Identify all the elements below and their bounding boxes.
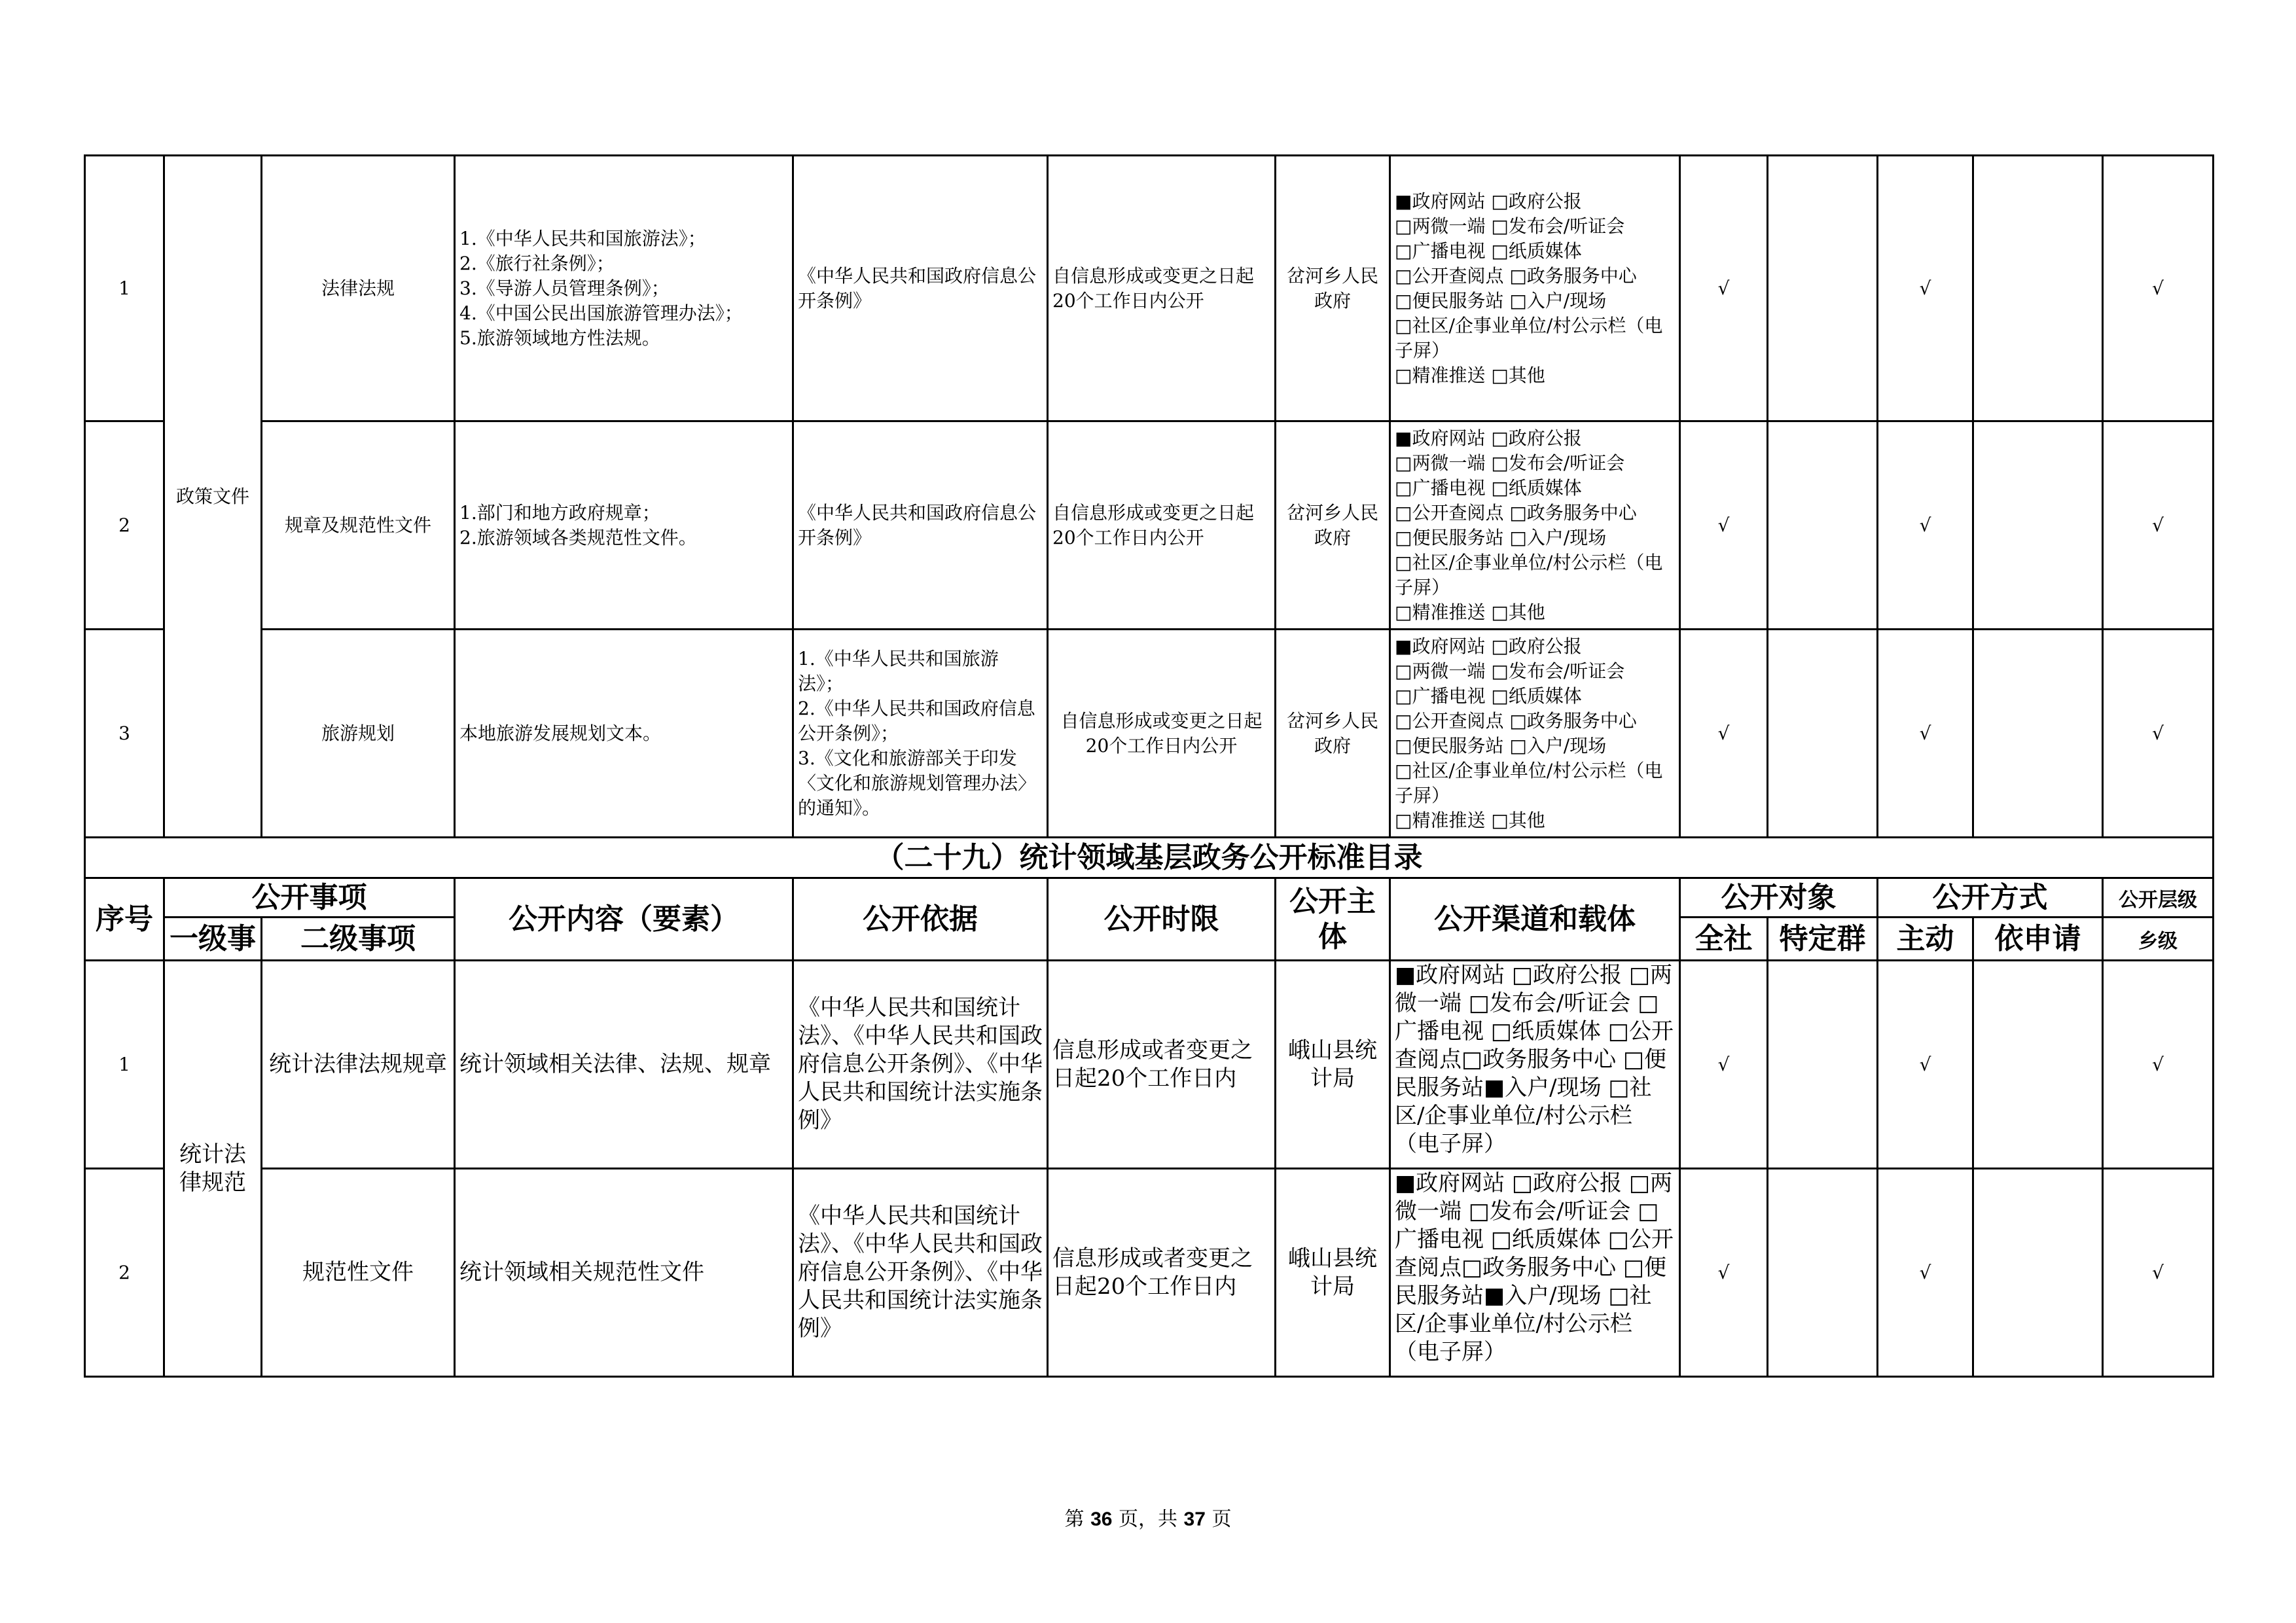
page-footer [0,1503,2296,1531]
channel-line: □广播电视 □纸质媒体 [1395,476,1582,499]
check-specific-group [1768,961,1878,1169]
first-level-item: 统计法律规范 [164,961,262,1377]
subject-cell: 岔河乡人民政府 [1276,156,1390,421]
channel-line: □公开查阅点 □政务服务中心 [1395,264,1637,287]
check-on-request [1973,1169,2103,1377]
time-limit-cell: 信息形成或者变更之日起20个工作日内 [1048,1169,1276,1377]
channel-line: □两微一端 □发布会/听证会 [1395,215,1625,237]
second-level-item: 规范性文件 [262,1169,455,1377]
section-title: （二十九）统计领域基层政务公开标准目录 [85,838,2214,878]
channel-line: ■政府网站 □政府公报 [1395,190,1582,212]
channel-line: □两微一端 □发布会/听证会 [1395,660,1625,682]
channels-text: ■政府网站 □政府公报 □两微一端 □发布会/听证会 □广播电视 □纸质媒体 □公开查阅点□政务服务中心 □便民服务站■入户/现场 □社区/企事业单位/村公示栏（电子屏） [1395,1170,1674,1365]
header-active: 主动 [1878,918,1973,961]
check-township: √ [2103,1169,2214,1377]
header-channels: 公开渠道和载体 [1390,878,1680,961]
check-on-request [1973,156,2103,421]
channels-cell [1390,630,1680,838]
check-specific-group [1768,156,1878,421]
header-object: 公开对象 [1680,878,1878,918]
check-all-society: √ [1680,421,1768,630]
content-line: 1.《中华人民共和国旅游法》； [459,227,706,249]
check-township: √ [2103,961,2214,1169]
row-number: 3 [85,630,164,838]
channels-cell [1390,1169,1680,1377]
time-limit-cell: 自信息形成或变更之日起20个工作日内公开 [1048,156,1276,421]
row-number: 2 [85,1169,164,1377]
channel-line: □社区/企事业单位/村公示栏（电子屏） [1395,759,1663,806]
channel-line: □精准推送 □其他 [1395,809,1545,831]
check-active: √ [1878,156,1973,421]
check-specific-group [1768,1169,1878,1377]
row-number: 1 [85,156,164,421]
channel-line: □便民服务站 □入户/现场 [1395,526,1607,548]
header-on-request: 依申请 [1973,918,2103,961]
second-level-item: 法律法规 [262,156,455,421]
content-line: 1.部门和地方政府规章； [459,501,660,524]
subject-cell: 岔河乡人民政府 [1276,630,1390,838]
content-line: 2.旅游领域各类规范性文件。 [459,526,697,548]
channel-line: □精准推送 □其他 [1395,601,1545,623]
channel-line: □社区/企事业单位/村公示栏（电子屏） [1395,551,1663,598]
table-row [85,156,2214,421]
total-page-count: 37 [1183,1508,1206,1530]
header-first: 一级事 [164,918,262,961]
footer-middle: 页，共 [1112,1508,1184,1531]
header-township: 乡级 [2103,918,2214,961]
content-cell: 统计领域相关规范性文件 [455,1169,793,1377]
channels-cell [1390,961,1680,1169]
check-specific-group [1768,421,1878,630]
row-number: 1 [85,961,164,1169]
channel-line: □广播电视 □纸质媒体 [1395,685,1582,707]
header-no: 序号 [85,878,164,961]
header-subject: 公开主体 [1276,878,1390,961]
check-township: √ [2103,630,2214,838]
basis-cell: 《中华人民共和国统计法》、《中华人民共和国政府信息公开条例》、《中华人民共和国统计法实施条例》 [793,1169,1048,1377]
time-limit-cell: 自信息形成或变更之日起20个工作日内公开 [1048,630,1276,838]
check-on-request [1973,421,2103,630]
channel-line: □公开查阅点 □政务服务中心 [1395,501,1637,524]
content-line: 3.《导游人员管理条例》； [459,277,670,299]
table-row [85,630,2214,838]
header-second: 二级事项 [262,918,455,961]
channel-line: □便民服务站 □入户/现场 [1395,734,1607,757]
channel-line: □两微一端 □发布会/听证会 [1395,452,1625,474]
catalog-table [84,154,2214,1378]
channel-line: ■政府网站 □政府公报 [1395,427,1582,449]
check-township: √ [2103,421,2214,630]
time-limit-cell: 自信息形成或变更之日起20个工作日内公开 [1048,421,1276,630]
time-limit-cell: 信息形成或者变更之日起20个工作日内 [1048,961,1276,1169]
channel-line: ■政府网站 □政府公报 [1395,635,1582,657]
subject-cell: 岔河乡人民政府 [1276,421,1390,630]
check-all-society: √ [1680,156,1768,421]
check-active: √ [1878,1169,1973,1377]
content-cell: 本地旅游发展规划文本。 [455,630,793,838]
row-number: 2 [85,421,164,630]
header-row [85,878,2214,918]
header-specific-group: 特定群 [1768,918,1878,961]
channel-line: □精准推送 □其他 [1395,364,1545,386]
basis-cell: 《中华人民共和国政府信息公开条例》 [793,156,1048,421]
check-specific-group [1768,630,1878,838]
footer-prefix: 第 [1064,1508,1091,1531]
channel-line: □社区/企事业单位/村公示栏（电子屏） [1395,314,1663,361]
current-page-number: 36 [1090,1508,1113,1530]
header-level: 公开层级 [2103,878,2214,918]
header-method: 公开方式 [1878,878,2103,918]
check-on-request [1973,961,2103,1169]
basis-cell: 《中华人民共和国统计法》、《中华人民共和国政府信息公开条例》、《中华人民共和国统计法实施条例》 [793,961,1048,1169]
channel-line: □便民服务站 □入户/现场 [1395,289,1607,312]
channel-line: □广播电视 □纸质媒体 [1395,240,1582,262]
content-cell [455,421,793,630]
footer-suffix: 页 [1205,1508,1232,1531]
basis-cell: 1.《中华人民共和国旅游法》； 2.《中华人民共和国政府信息公开条例》； 3.《文化和旅游部关于印发〈文化和旅游规划管理办法〉的通知》。 [793,630,1048,838]
check-active: √ [1878,630,1973,838]
table-row [85,421,2214,630]
section-title-row [85,838,2214,878]
header-basis: 公开依据 [793,878,1048,961]
check-active: √ [1878,961,1973,1169]
header-all-society: 全社 [1680,918,1768,961]
check-all-society: √ [1680,1169,1768,1377]
subject-cell: 峨山县统计局 [1276,1169,1390,1377]
header-items: 公开事项 [164,878,455,918]
first-level-item: 政策文件 [164,156,262,838]
second-level-item: 规章及规范性文件 [262,421,455,630]
content-line: 2.《旅行社条例》； [459,252,615,274]
channels-text: ■政府网站 □政府公报 □两微一端 □发布会/听证会 □广播电视 □纸质媒体 □公开查阅点□政务服务中心 □便民服务站■入户/现场 □社区/企事业单位/村公示栏（电子屏） [1395,962,1674,1157]
check-on-request [1973,630,2103,838]
check-all-society: √ [1680,961,1768,1169]
content-cell: 统计领域相关法律、法规、规章 [455,961,793,1169]
channels-cell [1390,421,1680,630]
content-cell [455,156,793,421]
check-active: √ [1878,421,1973,630]
content-line: 5.旅游领域地方性法规。 [459,327,660,349]
subject-cell: 峨山县统计局 [1276,961,1390,1169]
table-row [85,1169,2214,1377]
channels-cell [1390,156,1680,421]
channel-line: □公开查阅点 □政务服务中心 [1395,709,1637,732]
basis-cell: 《中华人民共和国政府信息公开条例》 [793,421,1048,630]
check-all-society: √ [1680,630,1768,838]
header-content: 公开内容（要素） [455,878,793,961]
second-level-item: 统计法律法规规章 [262,961,455,1169]
table-row [85,961,2214,1169]
second-level-item: 旅游规划 [262,630,455,838]
content-line: 4.《中国公民出国旅游管理办法》； [459,302,743,324]
header-time: 公开时限 [1048,878,1276,961]
check-township: √ [2103,156,2214,421]
